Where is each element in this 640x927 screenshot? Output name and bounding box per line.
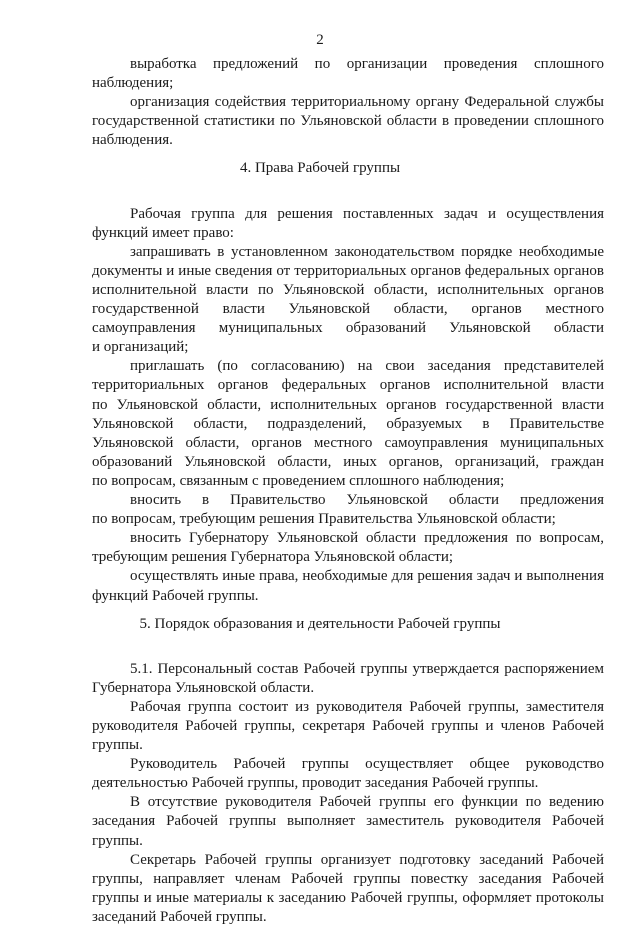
paragraph-line: Рабочая группа состоит из руководителя Рабочей группы, заместителя — [130, 698, 604, 715]
paragraph-line: Ульяновской области, органов местного самоуправления муниципальных — [92, 434, 604, 451]
paragraph-line: Секретарь Рабочей группы организует подготовку заседаний Рабочей — [130, 851, 604, 868]
paragraph-line: государственной статистики по Ульяновской области в проведении сплошного — [92, 113, 604, 130]
paragraph-line: функций имеет право: — [92, 224, 234, 241]
section-heading: 5. Порядок образования и деятельности Рабочей группы — [139, 615, 501, 632]
paragraph-line: наблюдения; — [92, 75, 174, 92]
paragraph-line: территориальных органов федеральных органов исполнительной власти — [92, 377, 604, 394]
paragraph-line: функций Рабочей группы. — [92, 587, 259, 604]
paragraph-line: вносить Губернатору Ульяновской области предложения по вопросам, — [130, 530, 604, 547]
paragraph-line: Рабочая группа для решения поставленных задач и осуществления — [130, 205, 604, 222]
paragraph-line: деятельностью Рабочей группы, проводит заседания Рабочей группы. — [92, 775, 539, 792]
paragraph-line: по вопросам, связанным с проведением сплошного наблюдения; — [92, 472, 505, 489]
paragraph-line: Губернатора Ульяновской области. — [92, 679, 315, 696]
paragraph-line: группы. — [92, 832, 143, 849]
paragraph-line: Ульяновской области, подразделений, образуемых в Правительстве — [92, 415, 604, 432]
section-heading: 4. Права Рабочей группы — [239, 160, 401, 177]
paragraph-line: заседания Рабочей группы выполняет заместитель руководителя Рабочей — [92, 813, 604, 830]
paragraph-line: 5.1. Персональный состав Рабочей группы утверждается распоряжением — [130, 660, 604, 677]
paragraph-line: наблюдения. — [92, 132, 173, 149]
paragraph-line: руководителя Рабочей группы, секретаря Рабочей группы и членов Рабочей — [92, 717, 604, 734]
paragraph-line: и организаций; — [92, 339, 189, 356]
paragraph-line: по Ульяновской области, исполнительных органов государственной власти — [92, 396, 604, 413]
paragraph-line: исполнительной власти по Ульяновской области, исполнительных органов — [92, 281, 604, 298]
paragraph-line: запрашивать в установленном законодательством порядке необходимые — [130, 243, 604, 260]
paragraph-line: группы, направляет членам Рабочей группы повестку заседания Рабочей — [92, 870, 604, 887]
paragraph-line: группы. — [92, 737, 143, 753]
paragraph-line: группы и иные материалы к заседанию Рабочей группы, оформляет протоколы — [92, 889, 604, 906]
paragraph-line: Руководитель Рабочей группы осуществляет общее руководство — [130, 756, 604, 773]
paragraph-line: заседаний Рабочей группы. — [92, 908, 267, 925]
paragraph-line: приглашать (по согласованию) на свои заседания представителей — [130, 358, 604, 375]
paragraph-line: по вопросам, требующим решения Правительства Ульяновской области; — [92, 511, 556, 528]
paragraph-line: выработка предложений по организации проведения сплошного — [130, 56, 604, 72]
paragraph-line: документы и иные сведения от территориальных органов федеральных органов — [92, 262, 604, 279]
paragraph-line: самоуправления муниципальных образований Ульяновской области — [92, 320, 604, 337]
paragraph-line: вносить в Правительство Ульяновской области предложения — [130, 492, 604, 508]
paragraph-line: организация содействия территориальному органу Федеральной службы — [130, 94, 604, 111]
paragraph-line: В отсутствие руководителя Рабочей группы его функции по ведению — [130, 794, 604, 811]
paragraph-line: государственной власти Ульяновской области, органов местного — [92, 301, 604, 317]
paragraph-line: образований Ульяновской области, иных органов, организаций, граждан — [92, 453, 604, 470]
paragraph-line: требующим решения Губернатора Ульяновской области; — [92, 549, 454, 566]
page-number: 2 — [316, 32, 324, 48]
paragraph-line: осуществлять иные права, необходимые для решения задач и выполнения — [130, 568, 604, 585]
